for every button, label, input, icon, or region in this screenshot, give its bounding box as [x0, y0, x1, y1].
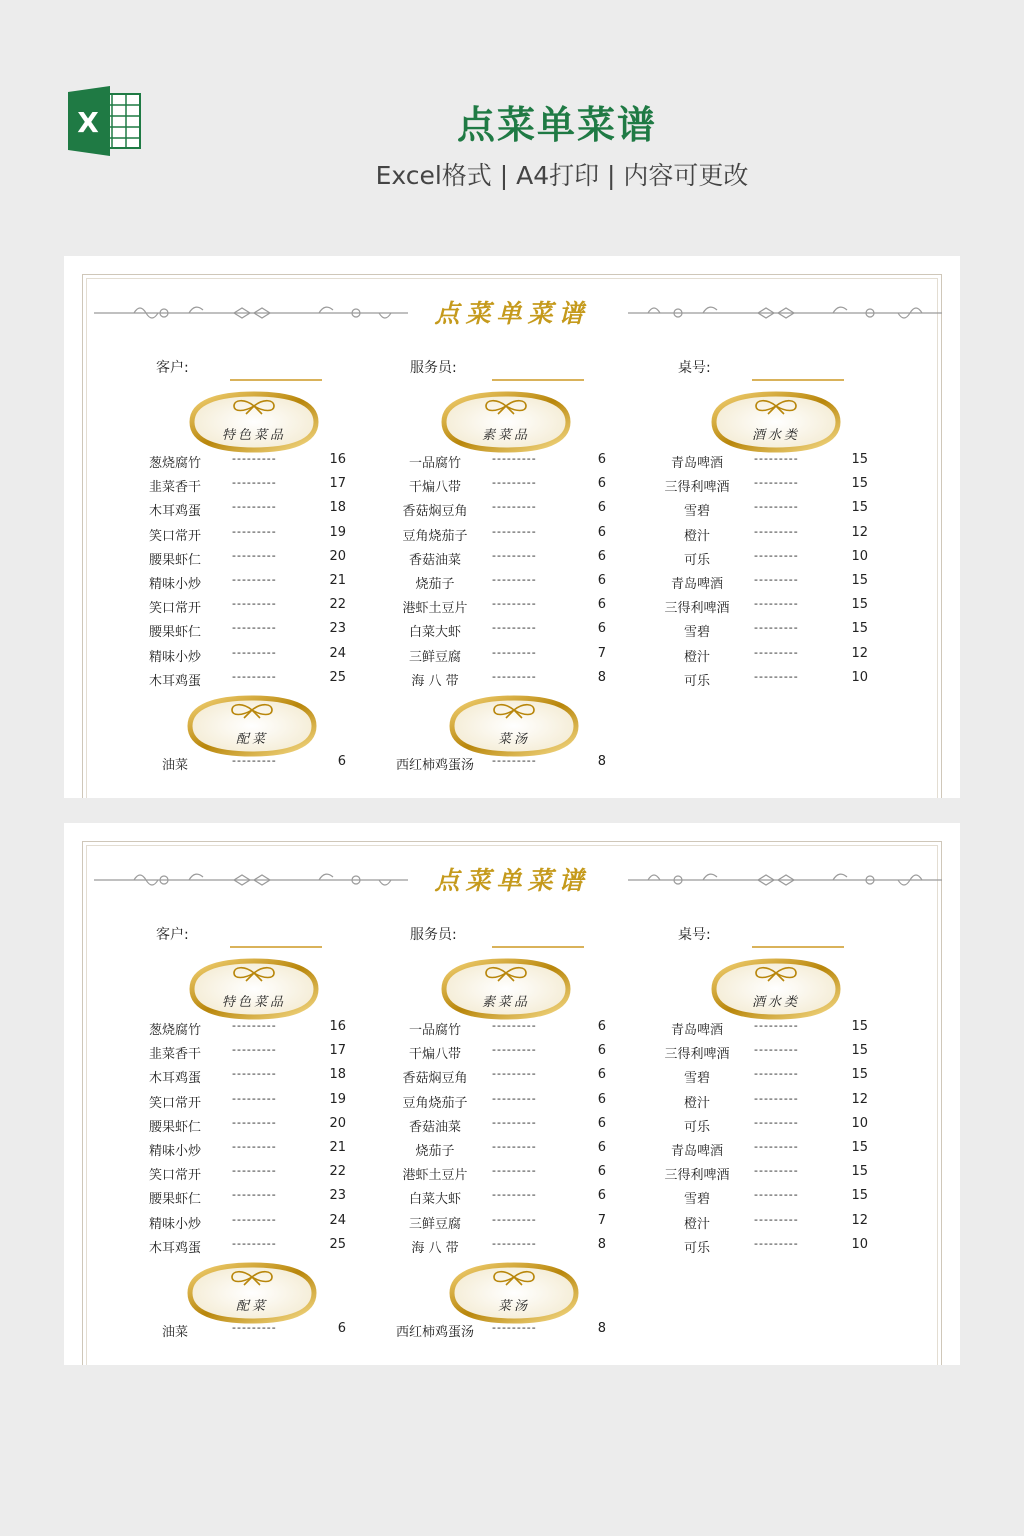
menu-item-price: 25: [329, 669, 346, 685]
menu-sheet-2: [64, 823, 960, 1365]
menu-item-leader: ---------: [492, 645, 537, 659]
menu-item-leader: ---------: [492, 1067, 537, 1081]
menu-item-price: 8: [597, 754, 606, 769]
menu-item-price: 6: [597, 1019, 606, 1034]
menu-item-name: 西红柿鸡蛋汤: [395, 1325, 474, 1340]
customer-label: 客户:: [156, 360, 189, 376]
section-title: 特色菜品: [221, 995, 286, 1010]
menu-item-name: 青岛啤酒: [670, 456, 723, 471]
menu-item-price: 15: [851, 1067, 868, 1083]
menu-item-leader: ---------: [754, 1188, 799, 1202]
menu-item-name: 橙汁: [683, 649, 710, 665]
menu-item-name: 海 八 带: [411, 673, 459, 689]
menu-item-name: 精味小炒: [148, 1216, 201, 1232]
menu-item-price: 12: [851, 645, 868, 661]
menu-item-leader: ---------: [492, 500, 537, 514]
menu-item-name: 烧茄子: [415, 577, 455, 592]
menu-item-price: 6: [597, 500, 606, 516]
menu-item-name: 青岛啤酒: [670, 1144, 723, 1159]
menu-item-price: 15: [851, 621, 868, 637]
menu-item-leader: ---------: [492, 573, 537, 586]
menu-item-leader: ---------: [232, 452, 277, 465]
menu-item-leader: ---------: [754, 452, 799, 465]
section-title: 菜汤: [497, 732, 530, 747]
flourish-right-icon: [628, 298, 942, 328]
waiter-field[interactable]: [492, 946, 584, 948]
menu-item-name: 笑口常开: [148, 528, 201, 544]
menu-item-price: 6: [597, 1140, 606, 1155]
waiter-label: 服务员:: [410, 927, 457, 943]
menu-item-leader: ---------: [232, 1067, 277, 1081]
section-title: 特色菜品: [221, 428, 286, 443]
menu-item-name: 豆角烧茄子: [402, 1095, 468, 1111]
menu-item-price: 15: [851, 597, 868, 613]
menu-item-leader: ---------: [754, 1115, 799, 1129]
section-badge-side: [176, 690, 328, 760]
menu-item-price: 6: [337, 754, 346, 769]
table-field[interactable]: [752, 379, 844, 381]
waiter-label: 服务员:: [410, 360, 457, 376]
menu-item-name: 可乐: [683, 552, 710, 568]
menu-item-price: 21: [329, 1140, 346, 1155]
menu-title: 点菜单菜谱: [434, 299, 590, 328]
flourish-left-icon: [94, 865, 408, 895]
menu-item-price: 23: [329, 621, 346, 637]
menu-item-leader: ---------: [754, 524, 799, 538]
menu-item-price: 6: [597, 476, 606, 492]
menu-item-price: 17: [329, 476, 346, 492]
menu-item-name: 豆角烧茄子: [402, 528, 468, 544]
menu-item-price: 6: [597, 1091, 606, 1107]
menu-item-price: 25: [329, 1236, 346, 1252]
menu-item-leader: ---------: [232, 1236, 277, 1250]
menu-item-name: 西红柿鸡蛋汤: [395, 758, 474, 773]
menu-item-name: 香菇油菜: [408, 1119, 461, 1135]
menu-item-price: 12: [851, 524, 868, 540]
menu-item-price: 23: [329, 1188, 346, 1204]
menu-item-price: 6: [597, 573, 606, 588]
menu-item-price: 17: [329, 1043, 346, 1059]
menu-item-leader: ---------: [492, 669, 537, 683]
menu-item-name: 烧茄子: [415, 1144, 455, 1159]
menu-item-leader: ---------: [492, 1091, 537, 1105]
logo-letter: X: [77, 106, 99, 139]
menu-item-price: 16: [329, 452, 346, 467]
customer-label: 客户:: [156, 927, 189, 943]
section-title: 配菜: [235, 732, 268, 747]
menu-item-name: 木耳鸡蛋: [148, 504, 201, 520]
menu-item-leader: ---------: [492, 754, 537, 767]
menu-item-name: 笑口常开: [148, 601, 201, 617]
menu-item-leader: ---------: [232, 669, 277, 683]
menu-item-leader: ---------: [492, 1019, 537, 1032]
menu-item-leader: ---------: [492, 1140, 537, 1153]
menu-item-name: 油菜: [161, 1325, 188, 1340]
menu-item-leader: ---------: [754, 597, 799, 611]
section-badge-drinks: [700, 386, 852, 456]
menu-item-price: 19: [329, 524, 346, 540]
table-field[interactable]: [752, 946, 844, 948]
waiter-field[interactable]: [492, 379, 584, 381]
menu-sheet-1: [64, 256, 960, 798]
menu-item-price: 15: [851, 452, 868, 467]
menu-item-name: 韭菜香干: [148, 1047, 201, 1063]
menu-item-price: 19: [329, 1091, 346, 1107]
menu-item-leader: ---------: [492, 1188, 537, 1202]
menu-item-leader: ---------: [232, 1212, 277, 1226]
menu-item-name: 可乐: [683, 1119, 710, 1135]
menu-item-price: 15: [851, 1140, 868, 1155]
menu-item-price: 20: [329, 548, 346, 564]
menu-item-name: 腰果虾仁: [148, 552, 201, 568]
table-label: 桌号:: [678, 360, 711, 376]
menu-item-leader: ---------: [754, 1067, 799, 1081]
menu-item-price: 6: [597, 1067, 606, 1083]
menu-item-price: 6: [597, 1164, 606, 1180]
menu-item-name: 橙汁: [683, 1095, 710, 1111]
menu-item-leader: ---------: [492, 1212, 537, 1226]
menu-item-leader: ---------: [232, 1019, 277, 1032]
customer-field[interactable]: [230, 946, 322, 948]
menu-item-price: 15: [851, 1164, 868, 1180]
menu-item-leader: ---------: [754, 573, 799, 586]
menu-item-price: 6: [597, 548, 606, 564]
menu-item-leader: ---------: [754, 476, 799, 490]
page-subtitle: Excel格式 | A4打印 | 内容可更改: [375, 161, 749, 190]
menu-item-name: 一品腐竹: [408, 1023, 461, 1038]
menu-item-price: 20: [329, 1115, 346, 1131]
menu-item-name: 葱烧腐竹: [148, 1023, 201, 1038]
menu-item-price: 6: [597, 621, 606, 637]
section-title: 素菜品: [481, 995, 530, 1010]
menu-item-name: 橙汁: [683, 1216, 710, 1232]
menu-item-leader: ---------: [492, 548, 537, 562]
menu-item-price: 6: [597, 524, 606, 540]
menu-item-leader: ---------: [232, 573, 277, 586]
menu-item-name: 三得利啤酒: [664, 480, 730, 496]
section-title: 酒水类: [751, 428, 800, 443]
menu-item-name: 精味小炒: [148, 649, 201, 665]
menu-item-name: 三得利啤酒: [664, 1168, 730, 1184]
menu-item-name: 腰果虾仁: [148, 1192, 201, 1208]
menu-item-name: 木耳鸡蛋: [148, 1240, 201, 1256]
menu-item-price: 6: [597, 1188, 606, 1204]
menu-item-name: 可乐: [683, 1240, 710, 1256]
menu-item-leader: ---------: [754, 1091, 799, 1105]
menu-item-price: 8: [597, 1321, 606, 1336]
section-badge-drinks: [700, 953, 852, 1023]
menu-item-name: 雪碧: [683, 504, 710, 520]
section-title: 菜汤: [497, 1299, 530, 1314]
menu-item-price: 15: [851, 1188, 868, 1204]
menu-item-price: 21: [329, 573, 346, 588]
flourish-right-icon: [628, 865, 942, 895]
menu-item-price: 6: [597, 452, 606, 467]
section-badge-vegetarian: [430, 953, 582, 1023]
menu-item-name: 油菜: [161, 758, 188, 773]
customer-field[interactable]: [230, 379, 322, 381]
menu-item-name: 海 八 带: [411, 1240, 459, 1256]
menu-item-leader: ---------: [754, 500, 799, 514]
menu-item-name: 韭菜香干: [148, 480, 201, 496]
menu-item-leader: ---------: [754, 1019, 799, 1032]
menu-item-price: 22: [329, 597, 346, 613]
menu-item-price: 7: [597, 1212, 606, 1228]
menu-item-name: 香菇焖豆角: [402, 1071, 468, 1087]
menu-item-price: 10: [851, 548, 868, 564]
menu-item-leader: ---------: [754, 1043, 799, 1057]
menu-item-leader: ---------: [754, 621, 799, 635]
menu-item-leader: ---------: [232, 1115, 277, 1129]
menu-item-leader: ---------: [754, 669, 799, 683]
menu-item-leader: ---------: [492, 1043, 537, 1057]
menu-item-name: 白菜大虾: [408, 625, 461, 641]
menu-item-price: 6: [597, 1115, 606, 1131]
menu-item-name: 雪碧: [683, 1071, 710, 1087]
menu-item-name: 三鲜豆腐: [408, 649, 461, 665]
menu-item-leader: ---------: [232, 548, 277, 562]
menu-item-price: 15: [851, 476, 868, 492]
section-badge-specialty: [178, 953, 330, 1023]
menu-item-price: 8: [597, 1236, 606, 1252]
menu-item-leader: ---------: [232, 524, 277, 538]
menu-item-name: 精味小炒: [148, 577, 201, 592]
menu-item-price: 15: [851, 573, 868, 588]
menu-item-name: 白菜大虾: [408, 1192, 461, 1208]
menu-item-leader: ---------: [754, 548, 799, 562]
menu-item-leader: ---------: [492, 524, 537, 538]
menu-item-name: 可乐: [683, 673, 710, 689]
menu-item-name: 香菇油菜: [408, 552, 461, 568]
menu-item-name: 笑口常开: [148, 1095, 201, 1111]
menu-item-name: 腰果虾仁: [148, 625, 201, 641]
menu-item-price: 16: [329, 1019, 346, 1034]
menu-item-name: 青岛啤酒: [670, 1023, 723, 1038]
menu-item-leader: ---------: [232, 645, 277, 659]
menu-item-name: 精味小炒: [148, 1144, 201, 1159]
menu-item-name: 港虾土豆片: [402, 601, 468, 617]
menu-item-price: 18: [329, 1067, 346, 1083]
menu-item-price: 15: [851, 1043, 868, 1059]
menu-item-leader: ---------: [492, 1164, 537, 1178]
menu-item-price: 24: [329, 645, 346, 661]
menu-item-name: 一品腐竹: [408, 456, 461, 471]
menu-item-name: 干煸八带: [408, 480, 461, 496]
menu-item-leader: ---------: [232, 1091, 277, 1105]
menu-item-price: 24: [329, 1212, 346, 1228]
section-badge-vegetarian: [430, 386, 582, 456]
menu-item-name: 木耳鸡蛋: [148, 1071, 201, 1087]
menu-item-leader: ---------: [232, 476, 277, 490]
menu-item-price: 15: [851, 500, 868, 516]
menu-item-leader: ---------: [754, 1236, 799, 1250]
menu-item-leader: ---------: [754, 1212, 799, 1226]
menu-title: 点菜单菜谱: [434, 866, 590, 895]
section-badge-specialty: [178, 386, 330, 456]
table-label: 桌号:: [678, 927, 711, 943]
menu-item-leader: ---------: [492, 1115, 537, 1129]
menu-item-price: 6: [597, 597, 606, 613]
menu-item-price: 10: [851, 1236, 868, 1252]
menu-item-name: 三得利啤酒: [664, 601, 730, 617]
menu-item-leader: ---------: [492, 452, 537, 465]
menu-item-price: 6: [597, 1043, 606, 1059]
menu-item-name: 干煸八带: [408, 1047, 461, 1063]
menu-item-price: 7: [597, 645, 606, 661]
menu-item-leader: ---------: [232, 621, 277, 635]
menu-item-leader: ---------: [492, 597, 537, 611]
menu-item-leader: ---------: [232, 500, 277, 514]
menu-item-leader: ---------: [492, 621, 537, 635]
menu-item-name: 雪碧: [683, 625, 710, 641]
menu-item-name: 雪碧: [683, 1192, 710, 1208]
menu-item-leader: ---------: [232, 1140, 277, 1153]
menu-item-name: 橙汁: [683, 528, 710, 544]
section-badge-side: [176, 1257, 328, 1327]
menu-item-name: 香菇焖豆角: [402, 504, 468, 520]
section-badge-soup: [438, 1257, 590, 1327]
section-badge-soup: [438, 690, 590, 760]
menu-item-price: 15: [851, 1019, 868, 1034]
menu-item-name: 木耳鸡蛋: [148, 673, 201, 689]
menu-item-price: 6: [337, 1321, 346, 1336]
menu-item-name: 笑口常开: [148, 1168, 201, 1184]
menu-item-leader: ---------: [754, 645, 799, 659]
menu-item-leader: ---------: [232, 597, 277, 611]
menu-item-price: 18: [329, 500, 346, 516]
menu-item-leader: ---------: [232, 1164, 277, 1178]
menu-item-leader: ---------: [492, 1236, 537, 1250]
menu-item-price: 10: [851, 1115, 868, 1131]
menu-item-name: 葱烧腐竹: [148, 456, 201, 471]
page-title: 点菜单菜谱: [456, 103, 657, 147]
menu-item-leader: ---------: [232, 1043, 277, 1057]
menu-item-leader: ---------: [232, 1188, 277, 1202]
menu-item-name: 港虾土豆片: [402, 1168, 468, 1184]
menu-item-leader: ---------: [232, 1321, 277, 1334]
menu-item-name: 腰果虾仁: [148, 1119, 201, 1135]
menu-item-leader: ---------: [492, 1321, 537, 1334]
menu-item-name: 青岛啤酒: [670, 577, 723, 592]
menu-item-name: 三鲜豆腐: [408, 1216, 461, 1232]
menu-item-leader: ---------: [754, 1164, 799, 1178]
menu-item-price: 22: [329, 1164, 346, 1180]
menu-item-name: 三得利啤酒: [664, 1047, 730, 1063]
menu-item-leader: ---------: [492, 476, 537, 490]
menu-item-price: 12: [851, 1212, 868, 1228]
section-title: 素菜品: [481, 428, 530, 443]
menu-item-price: 8: [597, 669, 606, 685]
section-title: 酒水类: [751, 995, 800, 1010]
menu-item-leader: ---------: [232, 754, 277, 767]
flourish-left-icon: [94, 298, 408, 328]
menu-item-price: 12: [851, 1091, 868, 1107]
menu-item-leader: ---------: [754, 1140, 799, 1153]
section-title: 配菜: [235, 1299, 268, 1314]
menu-item-price: 10: [851, 669, 868, 685]
